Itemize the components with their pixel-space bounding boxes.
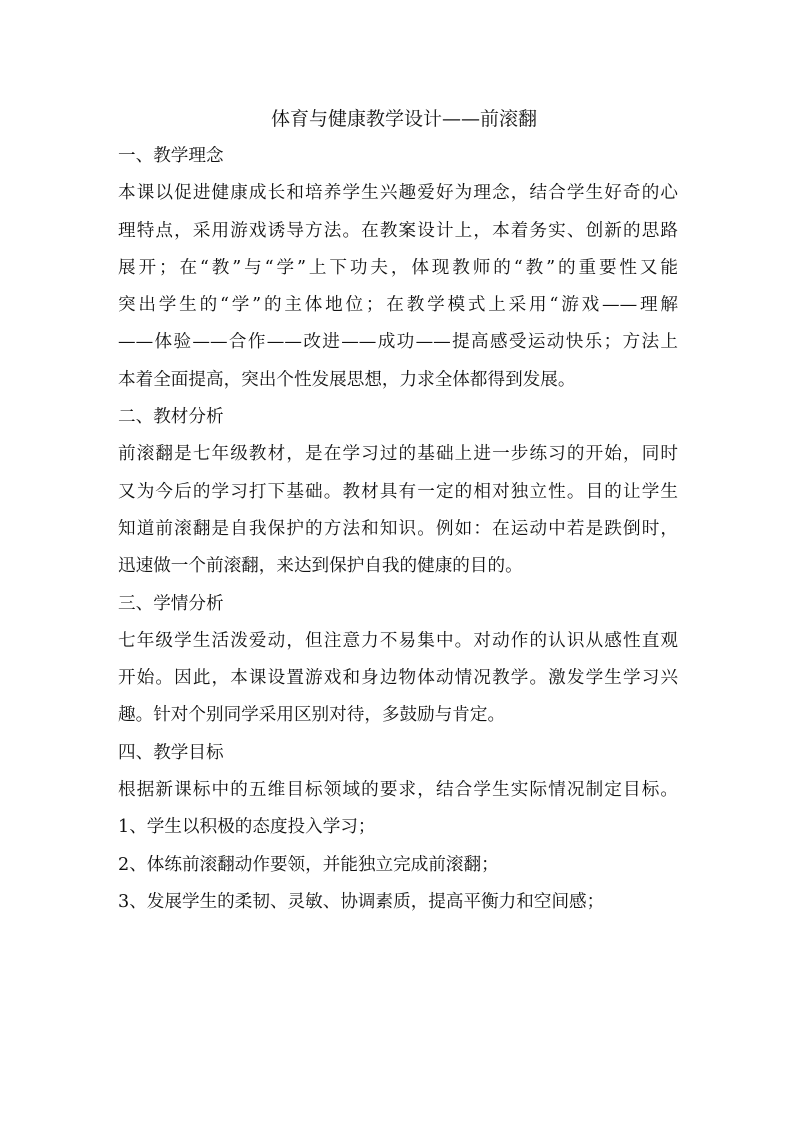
paragraph-line: 趣。针对个别同学采用区别对待，多鼓励与肯定。	[118, 705, 506, 726]
document-title: 体育与健康教学设计——前滚翻	[270, 108, 537, 130]
document-body	[118, 100, 678, 921]
list-item: 1、学生以积极的态度投入学习；	[118, 817, 376, 838]
paragraph-line: 迅速做一个前滚翻，来达到保护自我的健康的目的。	[118, 556, 523, 577]
paragraph-line: 本课以促进健康成长和培养学生兴趣爱好为理念，结合学生好奇的心	[118, 183, 678, 204]
section-heading: 四、教学目标	[118, 742, 224, 763]
paragraph-line: 知道前滚翻是自我保护的方法和知识。例如：在运动中若是跌倒时，	[118, 518, 678, 539]
paragraph-line: 又为今后的学习打下基础。教材具有一定的相对独立性。目的让学生	[118, 481, 678, 502]
paragraph-line: 突出学生的“学”的主体地位；在教学模式上采用“游戏——理解	[118, 295, 678, 316]
list-item: 3、发展学生的柔韧、灵敏、协调素质，提高平衡力和空间感；	[118, 891, 605, 912]
paragraph-line: 根据新课标中的五维目标领域的要求，结合学生实际情况制定目标。	[118, 780, 678, 801]
section-heading: 二、教材分析	[118, 407, 224, 428]
paragraph-line: 七年级学生活泼爱动，但注意力不易集中。对动作的认识从感性直观	[118, 630, 678, 651]
paragraph-line: 本着全面提高，突出个性发展思想，力求全体都得到发展。	[118, 369, 576, 390]
paragraph-line: 前滚翻是七年级教材，是在学习过的基础上进一步练习的开始，同时	[118, 444, 678, 465]
section-heading: 三、学情分析	[118, 593, 224, 614]
paragraph-line: 开始。因此，本课设置游戏和身边物体动情况教学。激发学生学习兴	[118, 668, 678, 689]
list-item: 2、体练前滚翻动作要领，并能独立完成前滚翻；	[118, 854, 499, 875]
paragraph-line: 展开；在“教”与“学”上下功夫，体现教师的“教”的重要性又能	[118, 257, 678, 278]
paragraph-line: 理特点，采用游戏诱导方法。在教案设计上，本着务实、创新的思路	[118, 220, 678, 241]
paragraph-line: ——体验——合作——改进——成功——提高感受运动快乐；方法上	[118, 332, 678, 353]
section-heading: 一、教学理念	[118, 146, 224, 166]
